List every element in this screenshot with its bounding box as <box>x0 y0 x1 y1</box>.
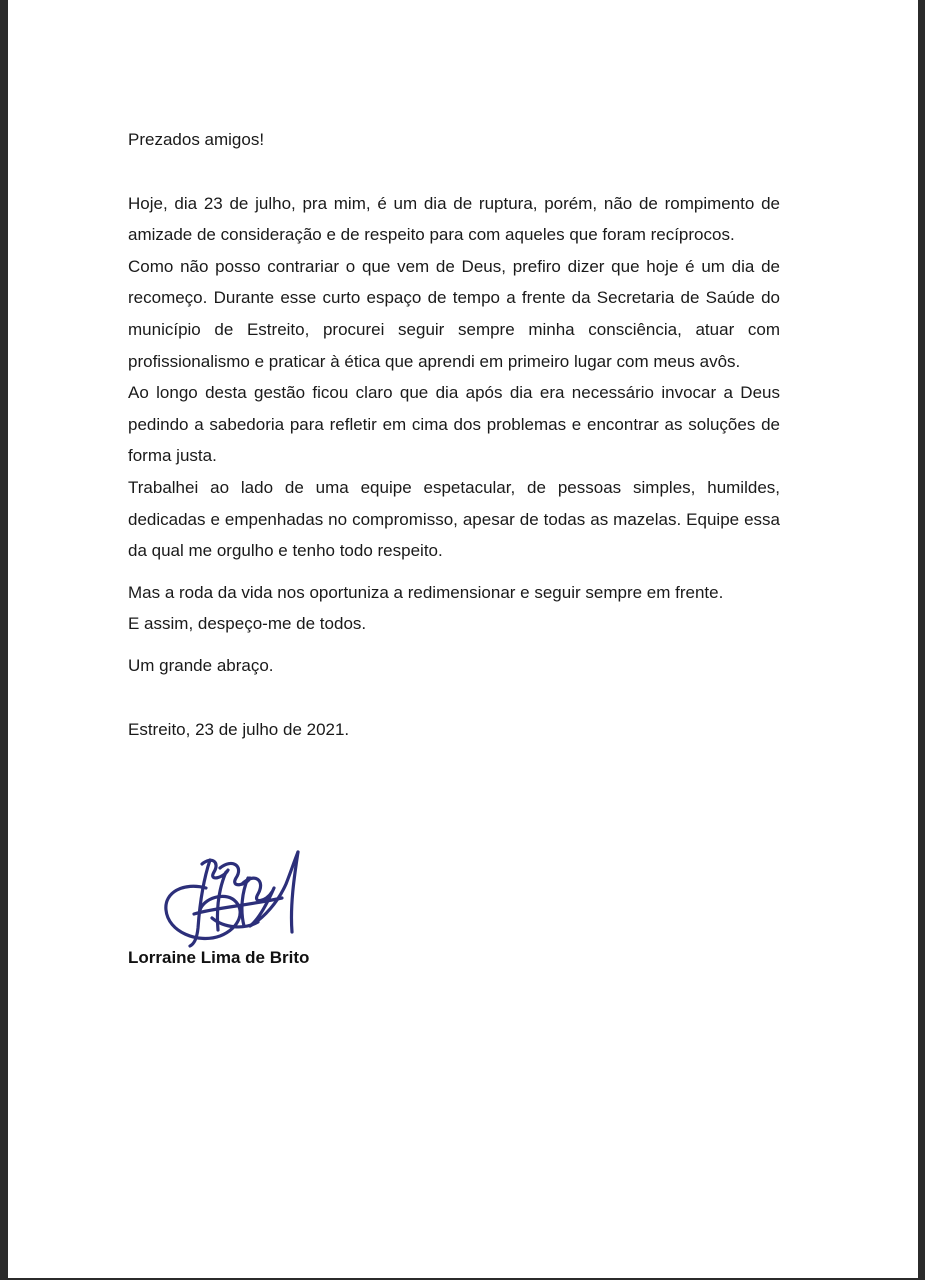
handwritten-signature <box>154 848 304 952</box>
paragraph-management: Ao longo desta gestão ficou claro que dia após dia era necessário invocar a Deus pedindo a sabedoria para refletir em cima dos problemas e encontrar as soluções de forma justa. <box>128 383 780 466</box>
signer-name: Lorraine Lima de Brito <box>128 948 310 967</box>
paragraph-recommencement: Como não posso contrariar o que vem de Deus, prefiro dizer que hoje é um dia de recomeço. Durante esse curto espaço de tempo a frente da Secretaria de Saúde do município de Estreito, procurei seguir sempre minha consciência, atuar com profissionalismo e praticar à ética que aprendi em primeiro lugar com meus avôs. <box>128 256 780 371</box>
paragraph-wheel-of-life: Mas a roda da vida nos oportuniza a redimensionar e seguir sempre em frente. <box>128 582 724 602</box>
paragraph-team: Trabalhei ao lado de uma equipe espetacular, de pessoas simples, humildes, dedicadas e empenhadas no compromisso, apesar de todas as mazelas. Equipe essa da qual me orgulho e tenho todo respeito. <box>128 477 780 561</box>
closing-hug: Um grande abraço. <box>128 655 274 675</box>
place-and-date: Estreito, 23 de julho de 2021. <box>128 719 350 739</box>
letter-body <box>128 124 780 745</box>
paragraph-farewell: E assim, despeço-me de todos. <box>128 614 367 634</box>
paragraph-rupture: Hoje, dia 23 de julho, pra mim, é um dia de ruptura, porém, não de rompimento de amizade de consideração e de respeito para com aqueles que foram recíprocos. <box>128 193 780 245</box>
greeting: Prezados amigos! <box>128 130 265 149</box>
